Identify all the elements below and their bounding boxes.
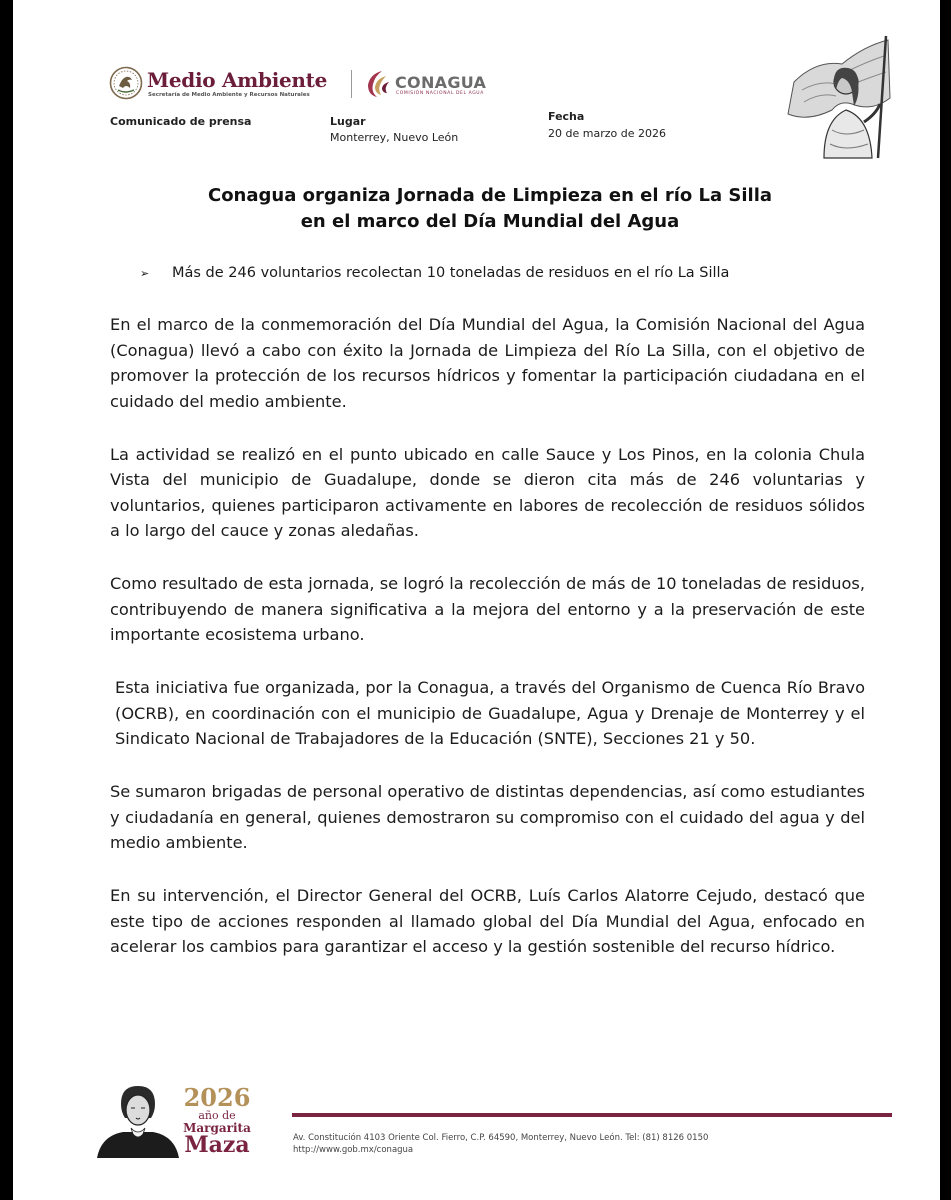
partner-subtitle: COMISIÓN NACIONAL DEL AGUA — [396, 91, 484, 96]
footer-address: Av. Constitución 4103 Oriente Col. Fierro, C.P. 64590, Monterrey, Nuevo León. Tel: (81) 8126 0150 — [293, 1133, 709, 1143]
logo-divider — [351, 70, 352, 98]
headline-line-2: en el marco del Día Mundial del Agua — [300, 211, 680, 232]
bullet-text: Más de 246 voluntarios recolectan 10 toneladas de residuos en el río La Silla — [172, 265, 730, 281]
date-value: 20 de marzo de 2026 — [548, 127, 666, 140]
article-body — [110, 312, 865, 987]
brand-title: Medio Ambiente — [147, 68, 328, 92]
headline-line-1: Conagua organiza Jornada de Limpieza en el río La Silla — [207, 185, 773, 206]
footer-name-first: Margarita — [183, 1121, 251, 1135]
headline — [109, 183, 871, 235]
footer-url-link[interactable]: http://www.gob.mx/conagua — [293, 1145, 414, 1155]
partner-title: CONAGUA — [395, 73, 487, 92]
highlight-bullet — [140, 265, 840, 281]
paragraph: En su intervención, el Director General del OCRB, Luís Carlos Alatorre Cejudo, destacó que este tipo de acciones responden al llamado global del Día Mundial del Agua, enfocado en acelerar los cambios para garantizar el acceso y la gestión sostenible del recurso hídrico. — [110, 886, 865, 956]
date-label: Fecha — [548, 110, 585, 123]
place-label: Lugar — [330, 115, 366, 128]
paragraph: Esta iniciativa fue organizada, por la Conagua, a través del Organismo de Cuenca Río Bravo (OCRB), en coordinación con el municipio de Guadalupe, Agua y Drenaje de Monterrey y el Sindicato Nacional de Trabajadores de la Educación (SNTE), Secciones 21 y 50. — [115, 678, 865, 748]
conagua-logo-icon — [362, 68, 394, 100]
paragraph: En el marco de la conmemoración del Día Mundial del Agua, la Comisión Nacional del Agua (Conagua) llevó a cabo con éxito la Jornada de Limpieza del Río La Silla, con el objetivo de promover la protección de los recursos hídricos y fomentar la participación ciudadana en el cuidado del medio ambiente. — [110, 315, 865, 411]
doc-type: Comunicado de prensa — [110, 115, 252, 128]
paragraph: La actividad se realizó en el punto ubicado en calle Sauce y Los Pinos, en la colonia Chula Vista del municipio de Guadalupe, donde se dieron cita más de 246 voluntarias y voluntarios, quienes participaron activamente en labores de recolección de residuos sólidos a lo largo del cauce y zonas aledañas. — [110, 444, 865, 540]
header-logos — [109, 66, 529, 106]
arrow-bullet-icon: ➢ — [140, 267, 150, 280]
margarita-maza-portrait — [93, 1082, 183, 1158]
place-value: Monterrey, Nuevo León — [330, 131, 459, 144]
national-seal-icon — [109, 66, 143, 100]
press-release-page — [13, 0, 940, 1200]
footer-year: 2026 — [183, 1083, 251, 1112]
brand-subtitle: Secretaría de Medio Ambiente y Recursos Naturales — [148, 92, 310, 98]
footer-divider — [292, 1113, 892, 1117]
paragraph: Se sumaron brigadas de personal operativo de distintas dependencias, así como estudiantes y ciudadanía en general, quienes demostraron su compromiso con el cuidado del agua y del medio ambiente. — [110, 782, 865, 852]
paragraph: Como resultado de esta jornada, se logró la recolección de más de 10 toneladas de residuos, contribuyendo de manera significativa a la mejora del entorno y a la preservación de este importante ecosistema urbano. — [110, 574, 865, 644]
footer-year-caption: año de — [198, 1109, 236, 1122]
flag-heroine-illustration — [780, 34, 900, 160]
footer-name-last: Maza — [184, 1132, 250, 1158]
